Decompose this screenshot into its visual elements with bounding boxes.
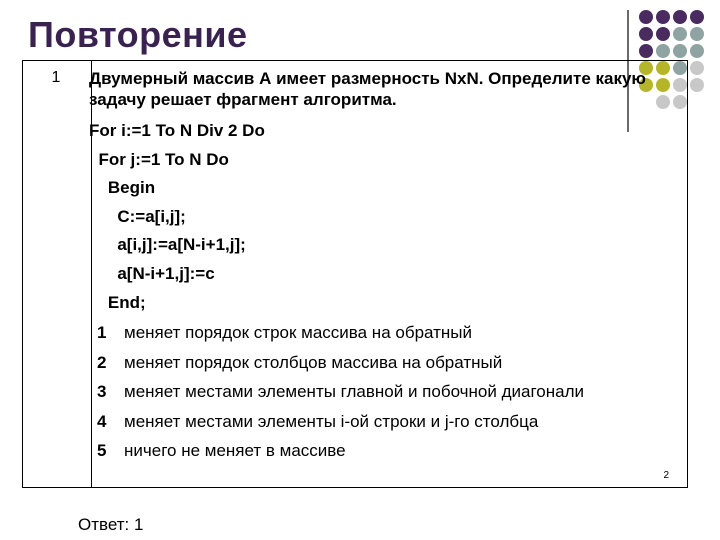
option-text: ничего не меняет в массиве — [124, 441, 346, 460]
decorative-dot — [690, 78, 704, 92]
slide-title: Повторение — [28, 14, 248, 55]
question-number: 1 — [51, 69, 61, 86]
option-item — [97, 377, 584, 407]
decorative-dot — [673, 44, 687, 58]
decorative-dot — [656, 10, 670, 24]
option-number: 3 — [97, 382, 107, 401]
answer-options — [97, 318, 584, 466]
option-number: 1 — [97, 323, 107, 342]
code-line: C:=a[i,j]; — [89, 206, 186, 226]
code-block — [89, 117, 265, 317]
option-text: меняет порядок строк массива на обратный — [124, 323, 472, 342]
code-line: a[i,j]:=a[N-i+1,j]; — [89, 235, 246, 255]
option-text: меняет местами элементы главной и побочной диагонали — [124, 382, 584, 401]
page-number: 2 — [663, 470, 669, 481]
decorative-dot — [673, 10, 687, 24]
code-line: For i:=1 To N Div 2 Do — [89, 121, 265, 140]
code-line: a[N-i+1,j]:=c — [89, 263, 215, 283]
option-text: меняет местами элементы i-ой строки и j-го столбца — [124, 411, 539, 431]
option-number: 4 — [97, 411, 107, 431]
decorative-dot — [690, 27, 704, 41]
option-item — [97, 348, 584, 378]
decorative-dot — [639, 44, 653, 58]
question-table — [22, 60, 688, 488]
decorative-dot — [673, 27, 687, 41]
code-line: End; — [89, 292, 146, 312]
option-item — [97, 436, 584, 466]
option-number: 5 — [97, 441, 107, 460]
code-line: Begin — [89, 178, 156, 198]
decorative-dot — [656, 44, 670, 58]
decorative-dot — [639, 27, 653, 41]
option-item — [97, 318, 584, 348]
question-text: Двумерный массив А имеет размерность NxN. Определите какую задачу решает фрагмент алгоритма. — [89, 69, 646, 109]
decorative-dot — [656, 27, 670, 41]
option-item — [97, 407, 584, 437]
answer-text: Ответ: 1 — [78, 515, 144, 534]
option-number: 2 — [97, 352, 107, 372]
decorative-dot — [639, 10, 653, 24]
decorative-dot — [690, 61, 704, 75]
decorative-dot — [690, 10, 704, 24]
option-text: меняет порядок столбцов массива на обратный — [124, 352, 503, 372]
code-line: For j:=1 To N Do — [89, 149, 229, 169]
decorative-dot — [690, 44, 704, 58]
